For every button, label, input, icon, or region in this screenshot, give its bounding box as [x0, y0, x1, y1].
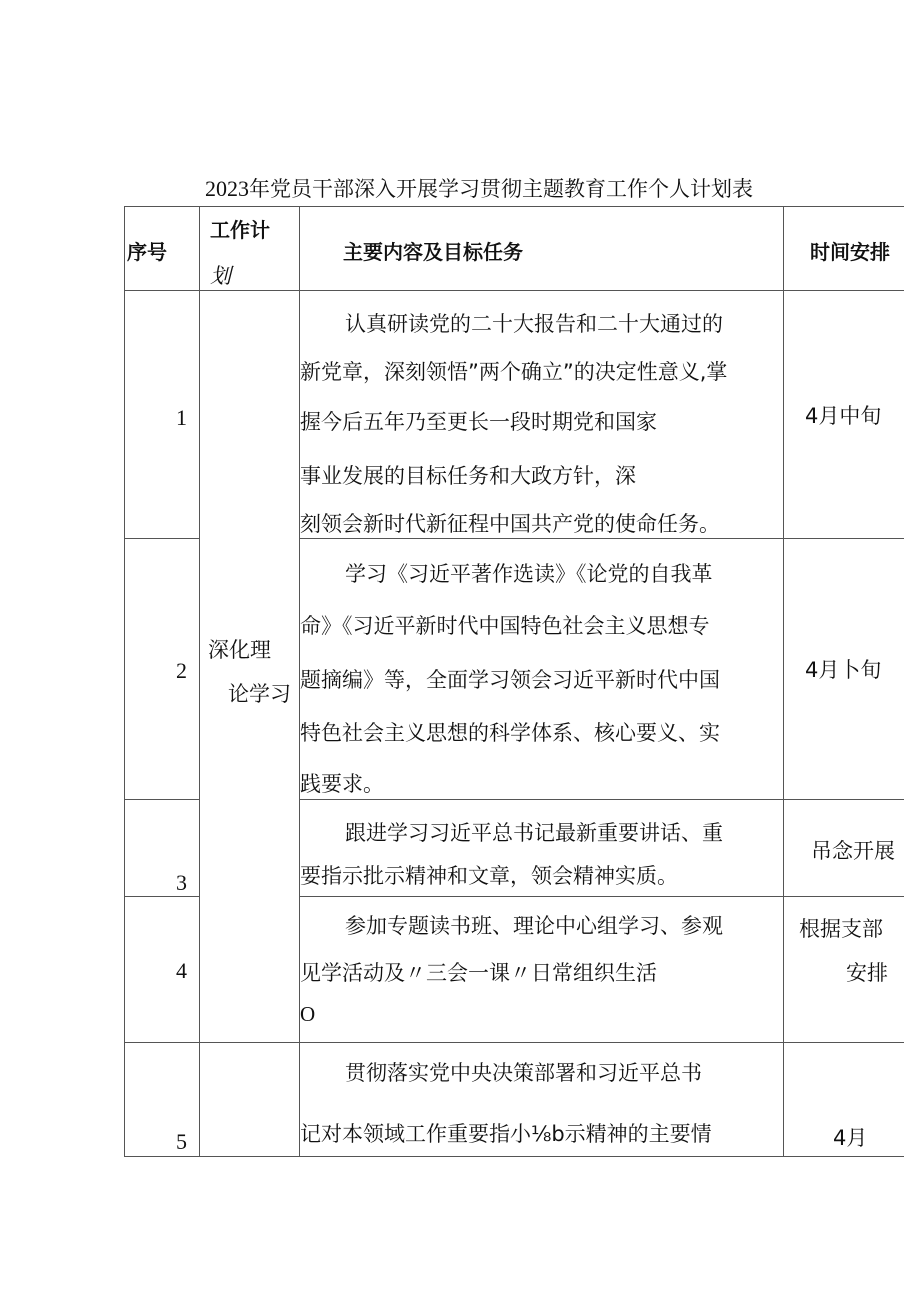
row-content-line: 贯彻落实党中央决策部署和习近平总书: [345, 1061, 702, 1085]
row-schedule: 4月卜旬: [805, 658, 882, 682]
row-content-line: 要指示批示精神和文章，领会精神实质。: [300, 864, 678, 888]
grid-line: [124, 1156, 904, 1157]
grid-line: [124, 799, 199, 800]
grid-line: [124, 206, 904, 207]
row-content-line: 认真研读党的二十大报告和二十大通过的: [345, 312, 723, 336]
row-index: 2: [176, 658, 187, 683]
row-schedule: 吊念开展: [811, 839, 895, 863]
row-content-line: 事业发展的目标任务和大政方针，深: [300, 464, 636, 488]
row-schedule-line1: 根据支部: [799, 917, 883, 941]
row-content-line: 跟进学习习近平总书记最新重要讲话、重: [345, 821, 723, 845]
grid-line: [124, 1042, 904, 1043]
row-content-line: 学习《习近平著作选读》《论党的自我革: [345, 562, 713, 586]
header-content: 主要内容及目标任务: [343, 240, 523, 264]
row-schedule: 4月中旬: [805, 404, 882, 428]
row-content-line: O: [300, 1002, 316, 1026]
page-title: [205, 173, 885, 203]
row-content-line: 刻领会新时代新征程中国共产党的使命任务。: [300, 512, 720, 536]
grid-line: [124, 538, 199, 539]
header-plan-line2: 划: [210, 264, 231, 288]
header-schedule: 时间安排: [810, 240, 890, 264]
row-content-line: 记对本领域工作重要指小⅛b示精神的主要情: [300, 1122, 712, 1146]
grid-line: [124, 206, 125, 1157]
row-content-line: 见学活动及〃三会一课〃日常组织生活: [300, 961, 657, 985]
group-label-line1: 深化理: [208, 638, 271, 662]
grid-line: [199, 206, 200, 1157]
row-content-line: 特色社会主义思想的科学体系、核心要义、实: [300, 721, 720, 745]
row-content-line: 命》《习近平新时代中国特色社会主义思想专: [300, 614, 710, 638]
grid-line: [124, 896, 199, 897]
title-text: 年党员干部深入开展学习贯彻主题教育工作个人计划表: [249, 177, 753, 201]
row-content-line: 参加专题读书班、理论中心组学习、参观: [345, 914, 723, 938]
row-schedule: 4月: [833, 1126, 868, 1150]
row-content-line: 践要求。: [300, 772, 384, 796]
title-year: 2023: [205, 176, 249, 201]
row-content-line: 新党章，深刻领悟”两个确立”的决定性意义,掌: [300, 360, 728, 384]
grid-line: [299, 538, 904, 539]
row-index: 3: [176, 870, 187, 895]
row-index: 5: [176, 1129, 187, 1154]
row-index: 4: [176, 958, 187, 983]
grid-line: [124, 290, 904, 291]
grid-line: [299, 799, 904, 800]
header-plan-line1: 工作计: [210, 218, 270, 242]
header-index: 序号: [127, 240, 167, 264]
grid-line: [299, 896, 904, 897]
grid-line: [783, 206, 784, 1157]
group-label-line2: 论学习: [228, 682, 291, 706]
row-content-line: 握今后五年乃至更长一段时期党和国家: [300, 410, 657, 434]
row-content-line: 题摘编》等，全面学习领会习近平新时代中国: [300, 668, 720, 692]
row-schedule-line2: 安排: [846, 961, 888, 985]
row-index: 1: [176, 405, 187, 430]
